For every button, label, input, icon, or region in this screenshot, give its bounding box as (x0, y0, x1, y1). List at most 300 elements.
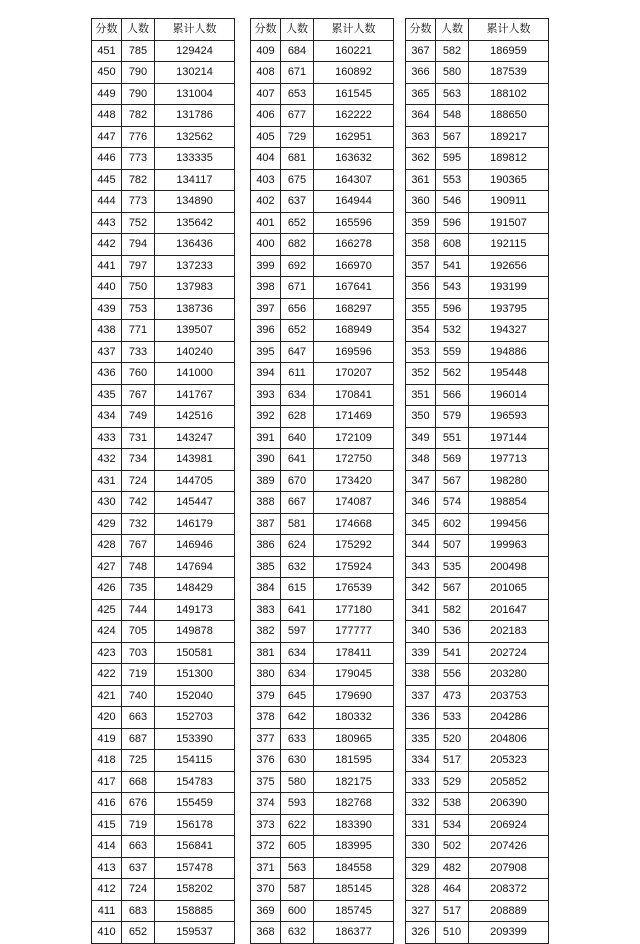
table-row (92, 40, 235, 62)
cell-count: 520 (436, 728, 469, 750)
table-row (92, 922, 235, 944)
table-row (406, 470, 549, 492)
cell-score: 424 (92, 621, 122, 643)
table-row (406, 169, 549, 191)
table-row (406, 341, 549, 363)
cell-count: 692 (281, 255, 314, 277)
cell-count: 782 (122, 169, 155, 191)
cell-cumulative: 203280 (469, 664, 549, 686)
table-row (406, 664, 549, 686)
cell-count: 653 (281, 83, 314, 105)
cell-cumulative: 173420 (314, 470, 394, 492)
table-row (92, 771, 235, 793)
cell-count: 735 (122, 578, 155, 600)
header-cumulative: 累计人数 (155, 19, 235, 41)
cell-score: 398 (251, 277, 281, 299)
cell-count: 633 (281, 728, 314, 750)
cell-score: 338 (406, 664, 436, 686)
cell-cumulative: 185745 (314, 900, 394, 922)
cell-score: 354 (406, 320, 436, 342)
cell-score: 326 (406, 922, 436, 944)
header-score: 分数 (92, 19, 122, 41)
cell-count: 541 (436, 642, 469, 664)
table-row (92, 169, 235, 191)
cell-count: 538 (436, 793, 469, 815)
cell-score: 417 (92, 771, 122, 793)
score-table-3 (405, 18, 549, 944)
cell-cumulative: 147694 (155, 556, 235, 578)
cell-cumulative: 206390 (469, 793, 549, 815)
cell-cumulative: 152040 (155, 685, 235, 707)
cell-count: 559 (436, 341, 469, 363)
table-row (251, 320, 394, 342)
cell-score: 381 (251, 642, 281, 664)
cell-cumulative: 182175 (314, 771, 394, 793)
cell-cumulative: 139507 (155, 320, 235, 342)
cell-score: 448 (92, 105, 122, 127)
cell-score: 415 (92, 814, 122, 836)
cell-cumulative: 170207 (314, 363, 394, 385)
cell-score: 409 (251, 40, 281, 62)
cell-score: 449 (92, 83, 122, 105)
table-row (406, 836, 549, 858)
cell-count: 502 (436, 836, 469, 858)
cell-cumulative: 192115 (469, 234, 549, 256)
cell-cumulative: 199963 (469, 535, 549, 557)
cell-count: 748 (122, 556, 155, 578)
table-row (406, 556, 549, 578)
table-row (406, 621, 549, 643)
cell-cumulative: 170841 (314, 384, 394, 406)
cell-score: 422 (92, 664, 122, 686)
cell-count: 582 (436, 599, 469, 621)
table-row (406, 685, 549, 707)
cell-cumulative: 201647 (469, 599, 549, 621)
cell-cumulative: 129424 (155, 40, 235, 62)
cell-count: 731 (122, 427, 155, 449)
cell-score: 371 (251, 857, 281, 879)
table-header-row (251, 19, 394, 41)
cell-count: 581 (281, 513, 314, 535)
table-row (251, 191, 394, 213)
cell-score: 421 (92, 685, 122, 707)
cell-cumulative: 205852 (469, 771, 549, 793)
table-row (251, 814, 394, 836)
cell-cumulative: 146179 (155, 513, 235, 535)
cell-count: 634 (281, 664, 314, 686)
cell-cumulative: 184558 (314, 857, 394, 879)
cell-cumulative: 159537 (155, 922, 235, 944)
cell-score: 443 (92, 212, 122, 234)
cell-score: 328 (406, 879, 436, 901)
table-row (251, 492, 394, 514)
cell-score: 375 (251, 771, 281, 793)
cell-cumulative: 157478 (155, 857, 235, 879)
cell-count: 663 (122, 707, 155, 729)
table-row (251, 449, 394, 471)
cell-cumulative: 175924 (314, 556, 394, 578)
cell-count: 593 (281, 793, 314, 815)
cell-score: 423 (92, 642, 122, 664)
table-row (92, 578, 235, 600)
table-row (251, 62, 394, 84)
cell-score: 440 (92, 277, 122, 299)
cell-count: 742 (122, 492, 155, 514)
cell-score: 367 (406, 40, 436, 62)
cell-score: 364 (406, 105, 436, 127)
table-row (251, 148, 394, 170)
cell-count: 535 (436, 556, 469, 578)
cell-cumulative: 153390 (155, 728, 235, 750)
cell-score: 377 (251, 728, 281, 750)
table-row (251, 922, 394, 944)
cell-cumulative: 154115 (155, 750, 235, 772)
cell-count: 532 (436, 320, 469, 342)
cell-count: 790 (122, 83, 155, 105)
cell-count: 683 (122, 900, 155, 922)
cell-cumulative: 209399 (469, 922, 549, 944)
cell-score: 399 (251, 255, 281, 277)
cell-score: 392 (251, 406, 281, 428)
cell-score: 345 (406, 513, 436, 535)
table-row (251, 105, 394, 127)
cell-score: 436 (92, 363, 122, 385)
cell-score: 405 (251, 126, 281, 148)
cell-count: 637 (281, 191, 314, 213)
cell-score: 447 (92, 126, 122, 148)
cell-cumulative: 161545 (314, 83, 394, 105)
cell-count: 750 (122, 277, 155, 299)
cell-score: 355 (406, 298, 436, 320)
cell-cumulative: 160892 (314, 62, 394, 84)
cell-cumulative: 131786 (155, 105, 235, 127)
cell-score: 366 (406, 62, 436, 84)
cell-count: 637 (122, 857, 155, 879)
table-row (251, 40, 394, 62)
table-row (92, 449, 235, 471)
cell-score: 408 (251, 62, 281, 84)
table-row (406, 363, 549, 385)
cell-count: 628 (281, 406, 314, 428)
cell-score: 349 (406, 427, 436, 449)
table-row (92, 83, 235, 105)
table-row (251, 126, 394, 148)
table-row (251, 750, 394, 772)
table-row (92, 255, 235, 277)
cell-cumulative: 202183 (469, 621, 549, 643)
table-row (92, 664, 235, 686)
table-row (92, 556, 235, 578)
cell-count: 634 (281, 384, 314, 406)
cell-cumulative: 194886 (469, 341, 549, 363)
cell-cumulative: 164944 (314, 191, 394, 213)
table-row (92, 234, 235, 256)
cell-score: 331 (406, 814, 436, 836)
cell-count: 605 (281, 836, 314, 858)
cell-cumulative: 197713 (469, 449, 549, 471)
table-row (251, 255, 394, 277)
cell-cumulative: 155459 (155, 793, 235, 815)
cell-cumulative: 163632 (314, 148, 394, 170)
table-row (251, 556, 394, 578)
cell-cumulative: 177180 (314, 599, 394, 621)
table-row (92, 535, 235, 557)
cell-count: 602 (436, 513, 469, 535)
table-row (92, 750, 235, 772)
table-row (406, 277, 549, 299)
table-row (92, 707, 235, 729)
cell-cumulative: 141000 (155, 363, 235, 385)
cell-count: 724 (122, 879, 155, 901)
cell-score: 419 (92, 728, 122, 750)
cell-count: 632 (281, 556, 314, 578)
cell-count: 517 (436, 750, 469, 772)
cell-score: 350 (406, 406, 436, 428)
cell-cumulative: 192656 (469, 255, 549, 277)
cell-score: 327 (406, 900, 436, 922)
table-row (251, 535, 394, 557)
cell-score: 356 (406, 277, 436, 299)
table-row (406, 750, 549, 772)
cell-cumulative: 177777 (314, 621, 394, 643)
table-row (406, 599, 549, 621)
cell-cumulative: 187539 (469, 62, 549, 84)
cell-count: 760 (122, 363, 155, 385)
cell-count: 641 (281, 449, 314, 471)
table-row (406, 922, 549, 944)
cell-cumulative: 203753 (469, 685, 549, 707)
cell-count: 541 (436, 255, 469, 277)
cell-score: 407 (251, 83, 281, 105)
cell-count: 729 (281, 126, 314, 148)
cell-count: 548 (436, 105, 469, 127)
cell-score: 413 (92, 857, 122, 879)
cell-count: 580 (281, 771, 314, 793)
table-row (406, 793, 549, 815)
cell-count: 656 (281, 298, 314, 320)
cell-count: 671 (281, 277, 314, 299)
table-row (92, 341, 235, 363)
table-row (92, 470, 235, 492)
cell-cumulative: 190911 (469, 191, 549, 213)
cell-score: 451 (92, 40, 122, 62)
cell-cumulative: 206924 (469, 814, 549, 836)
cell-cumulative: 171469 (314, 406, 394, 428)
cell-cumulative: 180965 (314, 728, 394, 750)
cell-cumulative: 191507 (469, 212, 549, 234)
table-row (406, 578, 549, 600)
cell-score: 445 (92, 169, 122, 191)
cell-count: 671 (281, 62, 314, 84)
cell-cumulative: 142516 (155, 406, 235, 428)
cell-count: 536 (436, 621, 469, 643)
cell-cumulative: 131004 (155, 83, 235, 105)
cell-count: 529 (436, 771, 469, 793)
cell-cumulative: 207908 (469, 857, 549, 879)
cell-cumulative: 197144 (469, 427, 549, 449)
cell-count: 543 (436, 277, 469, 299)
cell-count: 645 (281, 685, 314, 707)
table-row (406, 513, 549, 535)
cell-cumulative: 208372 (469, 879, 549, 901)
table-row (406, 492, 549, 514)
cell-cumulative: 179690 (314, 685, 394, 707)
cell-score: 330 (406, 836, 436, 858)
cell-count: 794 (122, 234, 155, 256)
cell-cumulative: 201065 (469, 578, 549, 600)
cell-count: 670 (281, 470, 314, 492)
table-row (251, 879, 394, 901)
cell-score: 358 (406, 234, 436, 256)
table-row (406, 234, 549, 256)
table-row (251, 707, 394, 729)
cell-score: 412 (92, 879, 122, 901)
cell-count: 640 (281, 427, 314, 449)
cell-cumulative: 172109 (314, 427, 394, 449)
cell-cumulative: 186959 (469, 40, 549, 62)
cell-cumulative: 189812 (469, 148, 549, 170)
cell-cumulative: 145447 (155, 492, 235, 514)
cell-cumulative: 205323 (469, 750, 549, 772)
cell-count: 652 (281, 320, 314, 342)
table-row (406, 298, 549, 320)
cell-count: 562 (436, 363, 469, 385)
table-row (251, 234, 394, 256)
cell-score: 439 (92, 298, 122, 320)
cell-count: 464 (436, 879, 469, 901)
cell-count: 556 (436, 664, 469, 686)
cell-score: 352 (406, 363, 436, 385)
cell-count: 724 (122, 470, 155, 492)
cell-cumulative: 176539 (314, 578, 394, 600)
table-row (251, 621, 394, 643)
table-row (92, 406, 235, 428)
cell-score: 341 (406, 599, 436, 621)
cell-cumulative: 182768 (314, 793, 394, 815)
cell-count: 473 (436, 685, 469, 707)
cell-count: 551 (436, 427, 469, 449)
table-header-row (92, 19, 235, 41)
cell-count: 567 (436, 126, 469, 148)
cell-count: 587 (281, 879, 314, 901)
cell-cumulative: 149878 (155, 621, 235, 643)
cell-count: 580 (436, 62, 469, 84)
cell-cumulative: 168949 (314, 320, 394, 342)
table-row (92, 62, 235, 84)
cell-cumulative: 179045 (314, 664, 394, 686)
cell-count: 574 (436, 492, 469, 514)
cell-score: 337 (406, 685, 436, 707)
cell-count: 675 (281, 169, 314, 191)
cell-cumulative: 199456 (469, 513, 549, 535)
cell-count: 681 (281, 148, 314, 170)
cell-score: 387 (251, 513, 281, 535)
table-row (92, 599, 235, 621)
table-row (406, 449, 549, 471)
cell-count: 597 (281, 621, 314, 643)
cell-count: 703 (122, 642, 155, 664)
table-row (251, 664, 394, 686)
table-row (406, 728, 549, 750)
table-row (92, 363, 235, 385)
cell-score: 351 (406, 384, 436, 406)
cell-cumulative: 141767 (155, 384, 235, 406)
table-row (406, 857, 549, 879)
cell-cumulative: 148429 (155, 578, 235, 600)
table-row (251, 470, 394, 492)
cell-cumulative: 152703 (155, 707, 235, 729)
table-row (251, 793, 394, 815)
cell-count: 510 (436, 922, 469, 944)
cell-score: 361 (406, 169, 436, 191)
cell-cumulative: 162951 (314, 126, 394, 148)
cell-score: 403 (251, 169, 281, 191)
cell-count: 624 (281, 535, 314, 557)
cell-cumulative: 146946 (155, 535, 235, 557)
cell-cumulative: 194327 (469, 320, 549, 342)
table-row (406, 212, 549, 234)
cell-score: 382 (251, 621, 281, 643)
cell-count: 534 (436, 814, 469, 836)
cell-cumulative: 144705 (155, 470, 235, 492)
table-row (251, 277, 394, 299)
table-row (406, 900, 549, 922)
table-row (92, 277, 235, 299)
cell-cumulative: 172750 (314, 449, 394, 471)
table-row (92, 126, 235, 148)
table-row (251, 384, 394, 406)
table-row (92, 857, 235, 879)
table-row (406, 105, 549, 127)
cell-count: 797 (122, 255, 155, 277)
table-row (251, 642, 394, 664)
cell-count: 767 (122, 535, 155, 557)
cell-score: 444 (92, 191, 122, 213)
cell-cumulative: 202724 (469, 642, 549, 664)
cell-count: 517 (436, 900, 469, 922)
cell-score: 333 (406, 771, 436, 793)
cell-cumulative: 130214 (155, 62, 235, 84)
cell-count: 740 (122, 685, 155, 707)
cell-score: 437 (92, 341, 122, 363)
cell-count: 682 (281, 234, 314, 256)
cell-cumulative: 175292 (314, 535, 394, 557)
table-row (406, 148, 549, 170)
cell-count: 634 (281, 642, 314, 664)
cell-cumulative: 204806 (469, 728, 549, 750)
cell-count: 567 (436, 578, 469, 600)
cell-count: 630 (281, 750, 314, 772)
cell-score: 362 (406, 148, 436, 170)
cell-count: 622 (281, 814, 314, 836)
cell-cumulative: 181595 (314, 750, 394, 772)
cell-cumulative: 183390 (314, 814, 394, 836)
header-cumulative: 累计人数 (314, 19, 394, 41)
table-row (406, 191, 549, 213)
header-score: 分数 (251, 19, 281, 41)
cell-count: 579 (436, 406, 469, 428)
table-row (251, 900, 394, 922)
cell-count: 725 (122, 750, 155, 772)
table-row (92, 836, 235, 858)
cell-count: 563 (436, 83, 469, 105)
table-row (251, 83, 394, 105)
cell-score: 433 (92, 427, 122, 449)
cell-cumulative: 169596 (314, 341, 394, 363)
cell-count: 752 (122, 212, 155, 234)
cell-score: 335 (406, 728, 436, 750)
cell-cumulative: 150581 (155, 642, 235, 664)
